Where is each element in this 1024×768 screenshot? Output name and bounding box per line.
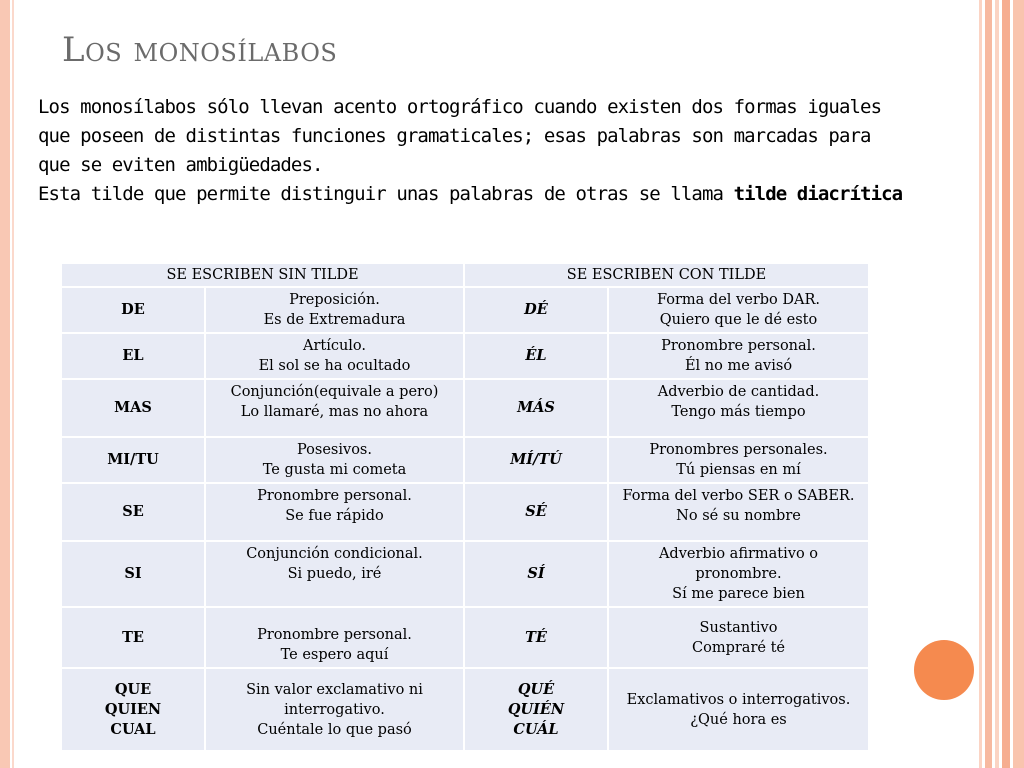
accented-description-cell [608,483,869,541]
left-border-line [12,0,14,768]
cell-line: ÉL [525,347,547,364]
plain-word-cell [61,379,205,437]
accented-word-cell [464,379,608,437]
plain-description-cell [205,483,464,541]
cell-line: No sé su nombre [676,508,801,524]
cell-line: Adverbio de cantidad. [657,384,820,400]
table-row [61,668,869,751]
cell-line: DE [121,301,145,318]
table-row [61,379,869,437]
cell-line: QUE [114,680,152,698]
plain-word-cell [61,483,205,541]
cell-line: Exclamativos o interrogativos. [626,691,851,708]
accented-word-cell [464,541,608,607]
plain-description-cell [205,607,464,668]
table-row [61,541,869,607]
cell-line: Sí me parece bien [672,586,805,602]
cell-line: Tú piensas en mí [676,462,801,478]
cell-line: Compraré té [692,639,785,656]
intro-paragraph [38,93,968,209]
cell-line: Preposición. [289,292,380,308]
header-without-accent: SE ESCRIBEN SIN TILDE [61,263,464,287]
cell-line: MAS [114,399,152,416]
cell-line: interrogativo. [284,701,385,718]
plain-description-cell [205,541,464,607]
cell-line: TÉ [525,628,547,646]
cell-line: pronombre. [695,566,782,582]
intro-bold-term: tilde diacrítica [733,183,903,205]
intro-line: que poseen de distintas funciones gramaticales; esas palabras son marcadas para [38,125,871,147]
accented-word-cell [464,607,608,668]
cell-line: Forma del verbo DAR. [657,292,820,308]
cell-line: MI/TU [107,451,159,468]
intro-line-last [38,180,968,209]
cell-line: Artículo. [302,338,367,354]
accented-description-cell [608,668,869,751]
accented-word-cell [464,333,608,379]
cell-line: Pronombre personal. [257,488,412,504]
cell-line: TE [122,628,144,646]
cell-line: Te gusta mi cometa [262,462,407,478]
cell-line: Pronombre personal. [257,627,412,643]
intro-line: Los monosílabos sólo llevan acento ortográfico cuando existen dos formas iguales [38,96,882,118]
cell-line: Él no me avisó [684,358,793,374]
plain-word-cell [61,541,205,607]
intro-line: que se eviten ambigüedades. [38,154,323,176]
cell-line: MÁS [517,399,555,416]
accented-description-cell [608,333,869,379]
accented-word-cell [464,287,608,333]
table-row [61,483,869,541]
cell-line: Conjunción(equivale a pero) [230,384,439,400]
accented-description-cell [608,379,869,437]
cell-line: El sol se ha ocultado [258,358,411,374]
cell-line: ¿Qué hora es [690,711,787,728]
cell-line: SE [122,503,144,520]
accented-description-cell [608,607,869,668]
cell-line: Pronombre personal. [661,338,816,354]
right-border-stripes [979,0,1024,768]
orange-circle-decoration [914,640,974,700]
plain-description-cell [205,437,464,483]
cell-line: Sin valor exclamativo ni [246,681,423,698]
cell-line: SI [124,565,142,582]
cell-line: Forma del verbo SER o SABER. [622,488,855,504]
cell-line: Se fue rápido [285,508,384,524]
cell-line: MÍ/TÚ [510,451,562,468]
plain-description-cell [205,668,464,751]
cell-line: Si puedo, iré [287,566,382,582]
cell-line: Tengo más tiempo [671,404,806,420]
plain-description-cell [205,333,464,379]
plain-word-cell [61,333,205,379]
plain-word-cell [61,607,205,668]
cell-line: QUÉ [517,680,555,698]
cell-line: DÉ [524,301,548,318]
cell-line: Te espero aquí [280,647,389,663]
cell-line: QUIÉN [507,700,565,718]
accented-description-cell [608,437,869,483]
plain-word-cell [61,668,205,751]
accented-word-cell [464,668,608,751]
cell-line: SÉ [525,503,547,520]
table-row [61,287,869,333]
left-border-stripe [0,0,10,768]
table-row [61,437,869,483]
monosyllables-table [60,262,870,752]
plain-word-cell [61,287,205,333]
table-header-row [61,263,869,287]
accented-word-cell [464,437,608,483]
cell-line: Quiero que le dé esto [659,312,818,328]
cell-line: SÍ [527,565,545,582]
accented-description-cell [608,541,869,607]
plain-word-cell [61,437,205,483]
cell-line: Cuéntale lo que pasó [257,721,412,738]
cell-line: Lo llamaré, mas no ahora [240,404,429,420]
accented-description-cell [608,287,869,333]
cell-line: Conjunción condicional. [246,546,423,562]
table-row [61,607,869,668]
plain-description-cell [205,379,464,437]
table-row [61,333,869,379]
slide-title: Los monosílabos [62,30,338,70]
accented-word-cell [464,483,608,541]
cell-line: Sustantivo [699,619,778,636]
cell-line: Pronombres personales. [649,442,828,458]
cell-line: CUAL [110,720,156,738]
plain-description-cell [205,287,464,333]
cell-line: Posesivos. [297,442,372,458]
cell-line: Es de Extremadura [263,312,406,328]
intro-last-text: Esta tilde que permite distinguir unas palabras de otras se llama [38,183,734,205]
cell-line: Adverbio afirmativo o [658,546,819,562]
header-with-accent: SE ESCRIBEN CON TILDE [464,263,869,287]
cell-line: CUÁL [513,720,559,738]
cell-line: EL [122,347,144,364]
cell-line: QUIEN [104,700,162,718]
